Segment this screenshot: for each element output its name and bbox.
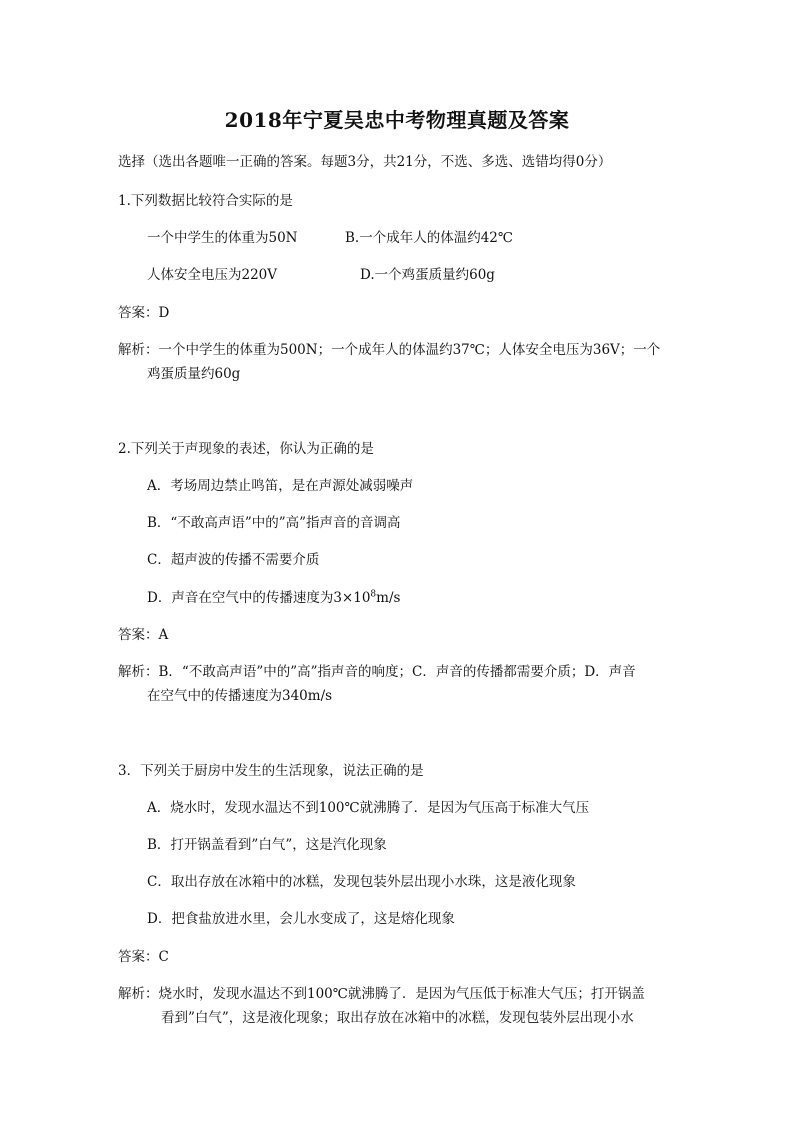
section-instructions: 选择（选出各题唯一正确的答案。每题3分，共21分，不选、多选、选错均得0分） <box>118 154 612 170</box>
q1-option-a: 一个中学生的体重为50N <box>147 230 298 246</box>
q2-analysis-line1: 解析：B．“不敢高声语”中的”高”指声音的响度；C．声音的传播都需要介质；D．声音 <box>118 664 636 680</box>
q1-answer: 答案：D <box>118 305 170 321</box>
q1-option-c: 人体安全电压为220V <box>147 267 278 283</box>
q2-stem: 2.下列关于声现象的表述，你认为正确的是 <box>118 441 374 457</box>
q1-analysis-line1: 解析：一个中学生的体重为500N；一个成年人的体温约37℃；人体安全电压为36V；一个 <box>118 342 661 358</box>
q3-option-c: C．取出存放在冰箱中的冰糕，发现包装外层出现小水珠，这是液化现象 <box>147 874 576 890</box>
q3-answer: 答案：C <box>118 949 169 965</box>
q3-analysis-line2: 看到”白气”，这是液化现象；取出存放在冰箱中的冰糕，发现包装外层出现小水 <box>161 1010 634 1026</box>
q2-option-c: C．超声波的传播不需要介质 <box>147 552 320 568</box>
q3-stem: 3．下列关于厨房中发生的生活现象，说法正确的是 <box>118 763 424 779</box>
page-title: 2018年宁夏吴忠中考物理真题及答案 <box>224 108 570 132</box>
q2-analysis-line2: 在空气中的传播速度为340m/s <box>147 688 333 704</box>
q3-analysis-line1: 解析：烧水时，发现水温达不到100℃就沸腾了．是因为气压低于标准大气压；打开锅盖 <box>118 986 645 1002</box>
q3-option-a: A．烧水时，发现水温达不到100℃就沸腾了．是因为气压高于标准大气压 <box>147 800 590 816</box>
q2-answer: 答案：A <box>118 627 169 643</box>
q3-option-d: D．把食盐放进水里，会儿水变成了，这是熔化现象 <box>147 911 455 927</box>
q2-option-d-text: D．声音在空气中的传播速度为3×10 <box>147 590 371 606</box>
q1-stem: 1.下列数据比较符合实际的是 <box>118 193 293 209</box>
q1-option-b: B.一个成年人的体温约42℃ <box>345 230 513 246</box>
q2-option-d <box>147 589 400 607</box>
q3-option-b: B．打开锅盖看到”白气”，这是汽化现象 <box>147 837 387 853</box>
q2-option-d-unit: m/s <box>376 590 401 606</box>
q2-option-b: B．“不敢高声语”中的”高”指声音的音调高 <box>147 515 401 531</box>
q1-option-d: D.一个鸡蛋质量约60g <box>360 267 495 283</box>
q1-analysis-line2: 鸡蛋质量约60g <box>147 366 241 382</box>
q2-option-d-exponent: 8 <box>370 589 377 600</box>
q2-option-a: A．考场周边禁止鸣笛，是在声源处减弱噪声 <box>147 478 414 494</box>
